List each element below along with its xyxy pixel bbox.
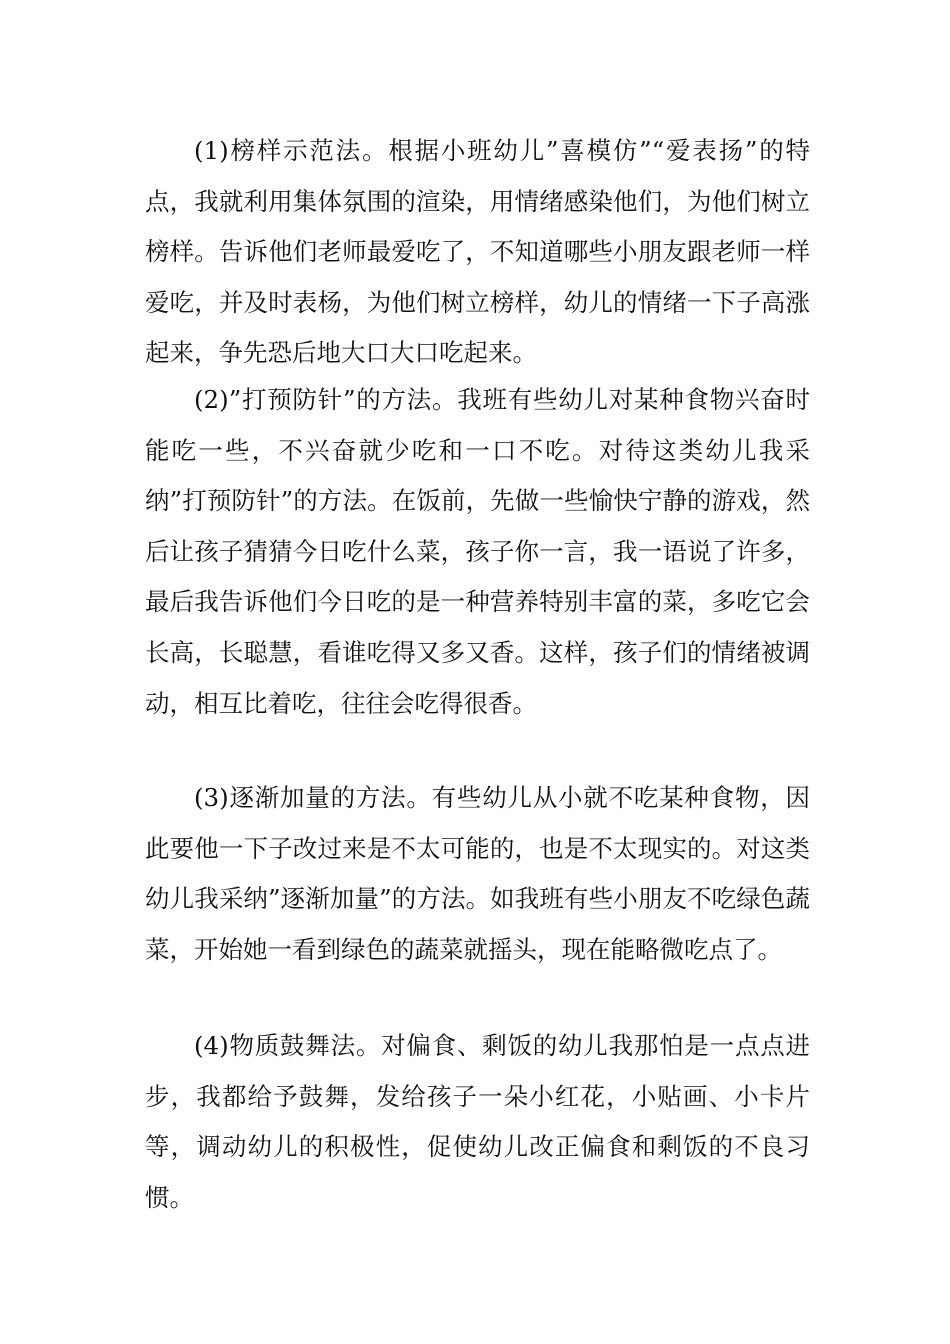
paragraph-material-encouragement-method: (4)物质鼓舞法。对偏食、剩饭的幼儿我那怕是一点点进步，我都给予鼓舞，发给孩子一朵小红花，小贴画、小卡片等，调动幼儿的积极性，促使幼儿改正偏食和剩饭的不良习惯。 — [145, 1031, 810, 1212]
paragraph-preventive-method: (2)”打预防针”的方法。我班有些幼儿对某种食物兴奋时能吃一些，不兴奋就少吃和一口不吃。对待这类幼儿我采纳”打预防针”的方法。在饭前，先做一些愉快宁静的游戏，然后让孩子猜猜今日吃什么菜，孩子你一言，我一语说了许多，最后我告诉他们今日吃的是一种营养特别丰富的菜，多吃它会长高，长聪慧，看谁吃得又多又香。这样，孩子们的情绪被调动，相互比着吃，往往会吃得很香。 — [145, 385, 810, 718]
paragraph-gradual-increase-method: (3)逐渐加量的方法。有些幼儿从小就不吃某种食物，因此要他一下子改过来是不太可能的，也是不太现实的。对这类幼儿我采纳”逐渐加量”的方法。如我班有些小朋友不吃绿色蔬菜，开始她一看到绿色的蔬菜就摇头，现在能略微吃点了。 — [145, 783, 810, 964]
paragraph-role-model-method: (1)榜样示范法。根据小班幼儿”喜模仿”“爱表扬”的特点，我就利用集体氛围的渲染，用情绪感染他们，为他们树立榜样。告诉他们老师最爱吃了，不知道哪些小朋友跟老师一样爱吃，并及时表杨，为他们树立榜样，幼儿的情绪一下子高涨起来，争先恐后地大口大口吃起来。 — [145, 136, 810, 368]
